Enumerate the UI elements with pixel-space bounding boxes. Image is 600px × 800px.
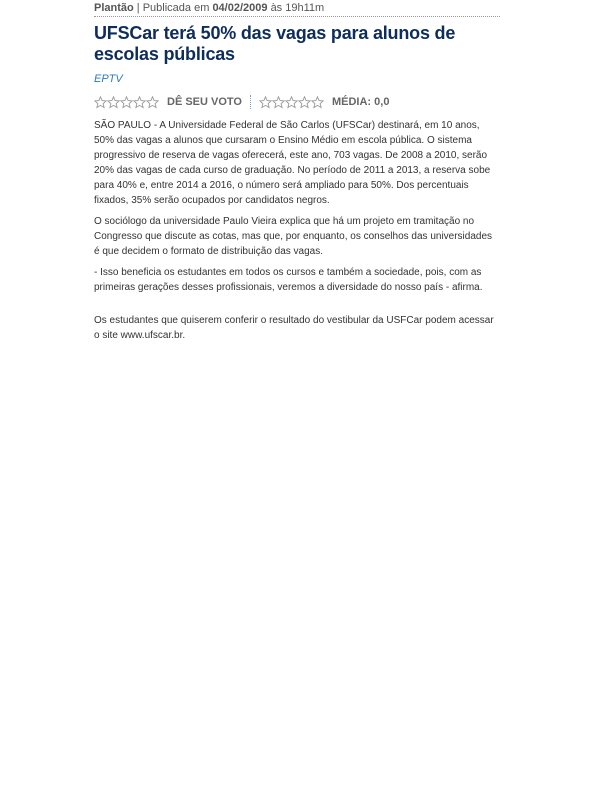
article-source[interactable]: EPTV	[94, 73, 123, 85]
star-icon	[272, 96, 285, 109]
vote-label: DÊ SEU VOTO	[167, 96, 242, 108]
star-icon[interactable]	[133, 96, 146, 109]
paragraph: - Isso beneficia os estudantes em todos os cursos e também a sociedade, pois, com as primeiras gerações desses profissionais, veremos a diversidade do nosso país - afirma.	[94, 267, 483, 293]
paragraph: SÃO PAULO - A Universidade Federal de São Carlos (UFSCar) destinará, em 10 anos, 50% das vagas a alunos que cursaram o Ensino Médio em escola pública. O sistema progressivo de reserva de vagas oferecerá, este ano, 703 vagas. De 2008 a 2010, serão 20% das vagas de cada curso de graduação. No período de 2011 a 2013, a reserva sobe para 40% e, entre 2014 a 2016, o número será ampliado para 50%. Dos percentuais fixados, 35% serão ocupados por candidatos negros.	[94, 120, 491, 206]
star-icon[interactable]	[94, 96, 107, 109]
rating-bar	[94, 94, 500, 110]
star-icon[interactable]	[107, 96, 120, 109]
article-body	[94, 118, 500, 343]
average-label: MÉDIA: 0,0	[331, 96, 390, 108]
paragraph: O sociólogo da universidade Paulo Vieira explica que há um projeto em tramitação no Congresso que discute as cotas, mas que, por enquanto, os conselhos das universidades é que decidem o formato de distribuição das vagas.	[94, 216, 493, 257]
article-title: UFSCar terá 50% das vagas para alunos de escolas públicas	[94, 23, 456, 64]
star-icon	[311, 96, 324, 109]
star-icon	[259, 96, 272, 109]
published-prefix: Publicada em	[142, 2, 210, 14]
time-prefix: às	[270, 2, 283, 14]
article-meta	[94, 0, 500, 17]
star-icon	[298, 96, 311, 109]
average-stars	[259, 96, 324, 109]
publish-time: 19h11m	[285, 2, 325, 14]
star-icon[interactable]	[146, 96, 159, 109]
rating-divider	[250, 95, 251, 109]
article	[94, 0, 500, 349]
section-label[interactable]: Plantão	[94, 2, 134, 14]
meta-separator: |	[136, 2, 140, 14]
vote-stars[interactable]	[94, 96, 159, 109]
paragraph: Os estudantes que quiserem conferir o resultado do vestibular da USFCar podem acessar o site www.ufscar.br.	[94, 315, 494, 341]
star-icon	[285, 96, 298, 109]
star-icon[interactable]	[120, 96, 133, 109]
publish-date: 04/02/2009	[212, 2, 268, 14]
